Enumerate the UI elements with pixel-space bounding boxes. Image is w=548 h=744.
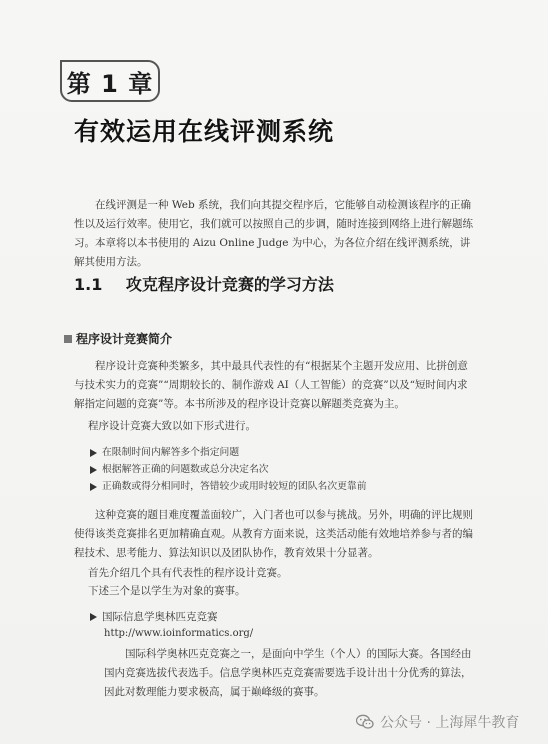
wechat-icon bbox=[356, 714, 374, 730]
section-number: 1.1 bbox=[74, 275, 103, 294]
chapter-intro: 在线评测是一种 Web 系统，我们向其提交程序后，它能够自动检测该程序的正确性以及运行效率。使用它，我们就可以按照自己的步调，随时连接到网络上进行解题练习。本章将以本书使用的 Aizu Online Judge 为中心，为各位介绍在线评测系统，讲解其使用方法。 bbox=[74, 199, 473, 268]
paragraph: 下述三个是以学生为对象的赛事。 bbox=[88, 585, 246, 597]
triangle-bullet-icon bbox=[90, 449, 97, 457]
competition-title: 国际信息学奥林匹克竞赛 bbox=[102, 611, 218, 623]
chapter-label: 第 1 章 bbox=[66, 69, 154, 98]
paragraph: 程序设计竞赛种类繁多，其中最具代表性的有“根据某个主题开发应用、比拼创意与技术实力的竞赛”“周期较长的、制作游戏 AI（人工智能）的竞赛”以及“短时间内求解指定问题的竞赛”等。本书所涉及的程序设计竞赛以解题类竞赛为主。 bbox=[74, 360, 468, 410]
chapter-title: 有效运用在线评测系统 bbox=[74, 117, 335, 146]
list-item: 正确数或得分相同时，答错较少或用时较短的团队名次更靠前 bbox=[90, 478, 367, 495]
watermark bbox=[356, 712, 519, 732]
triangle-bullet-icon bbox=[90, 466, 97, 474]
competition-item bbox=[90, 609, 218, 624]
competition-description: 国际科学奥林匹克竞赛之一，是面向中学生（个人）的国际大赛。各国经由国内竞赛选拔代表选手。信息学奥林匹克竞赛需要选手设计出十分优秀的算法，因此对数理能力要求极高，属于巅峰级的赛事。 bbox=[104, 648, 472, 698]
triangle-bullet-icon bbox=[90, 483, 97, 491]
paragraph: 这种竞赛的题目难度覆盖面较广，入门者也可以参与挑战。另外，明确的评比规则使得该类竞赛排名更加精确直观。从教育方面来说，这类活动能有效地培养参与者的编程技术、思考能力、算法知识以及团队协作，教育效果十分显著。 bbox=[74, 509, 473, 559]
chapter-label-box bbox=[60, 60, 160, 102]
watermark-text: 公众号 · 上海犀牛教育 bbox=[380, 715, 520, 731]
paragraph: 首先介绍几个具有代表性的程序设计竞赛。 bbox=[88, 567, 288, 579]
list-item: 在限制时间内解答多个指定问题 bbox=[90, 444, 367, 461]
subsection-title: 程序设计竞赛简介 bbox=[76, 332, 173, 346]
section-heading bbox=[74, 272, 334, 295]
paragraph: 程序设计竞赛大致以如下形式进行。 bbox=[88, 420, 256, 432]
subsection-heading bbox=[64, 330, 172, 347]
list-item: 根据解答正确的问题数或总分决定名次 bbox=[90, 461, 367, 478]
competition-url[interactable]: http://www.ioinformatics.org/ bbox=[104, 628, 254, 639]
format-list bbox=[90, 444, 367, 495]
triangle-bullet-icon bbox=[90, 613, 97, 621]
section-title: 攻克程序设计竞赛的学习方法 bbox=[125, 275, 334, 294]
square-bullet-icon bbox=[64, 335, 72, 343]
